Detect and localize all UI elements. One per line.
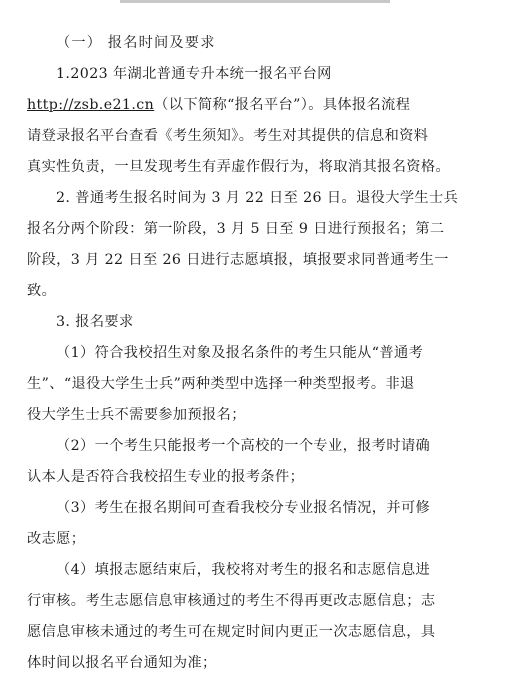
paragraph-line: 认本人是否符合我校招生专业的报考条件； [27,469,305,485]
section-heading: （一） 报名时间及要求 [56,35,216,51]
paragraph-line-tail: （以下简称“报名平台”）。具体报名流程 [154,97,411,113]
paragraph-line: 报名分两个阶段：第一阶段，3 月 5 日至 9 日进行预报名；第二 [27,221,445,237]
paragraph-line: 致。 [27,283,57,299]
paragraph-line: 2. 普通考生报名时间为 3 月 22 日至 26 日。退役大学生士兵 [56,190,459,206]
paragraph-line: 体时间以报名平台通知为准； [27,655,217,671]
top-divider [120,0,390,3]
paragraph-line-with-link [27,90,499,121]
paragraph-line: 改志愿； [27,531,86,547]
paragraph-line: （3）考生在报名期间可查看我校分专业报名情况，并可修 [56,500,431,516]
paragraph-line: 行审核。考生志愿信息审核通过的考生不得再更改志愿信息；志 [27,593,436,609]
paragraph-line: 请登录报名平台查看《考生须知》。考生对其提供的信息和资料 [27,128,429,144]
paragraph-line: 生”、“退役大学生士兵”两种类型中选择一种类型报考。非退 [27,376,415,392]
registration-platform-link[interactable]: http://zsb.e21.cn [27,97,155,113]
paragraph-line: 1.2023 年湖北普通专升本统一报名平台网 [56,66,332,82]
paragraph-line: 愿信息审核未通过的考生可在规定时间内更正一次志愿信息，具 [27,624,436,640]
subsection-heading: 3. 报名要求 [56,314,134,330]
paragraph-line: 阶段，3 月 22 日至 26 日进行志愿填报，填报要求同普通考生一 [27,252,449,268]
paragraph-line: （1）符合我校招生对象及报名条件的考生只能从“普通考 [56,345,424,361]
document-body [27,28,499,679]
paragraph-line: （4）填报志愿结束后，我校将对考生的报名和志愿信息进 [56,562,431,578]
paragraph-line: （2）一个考生只能报考一个高校的一个专业，报考时请确 [56,438,431,454]
paragraph-line: 役大学生士兵不需要参加预报名； [27,407,246,423]
paragraph-line: 真实性负责，一旦发现考生有弄虚作假行为，将取消其报名资格。 [27,159,451,175]
